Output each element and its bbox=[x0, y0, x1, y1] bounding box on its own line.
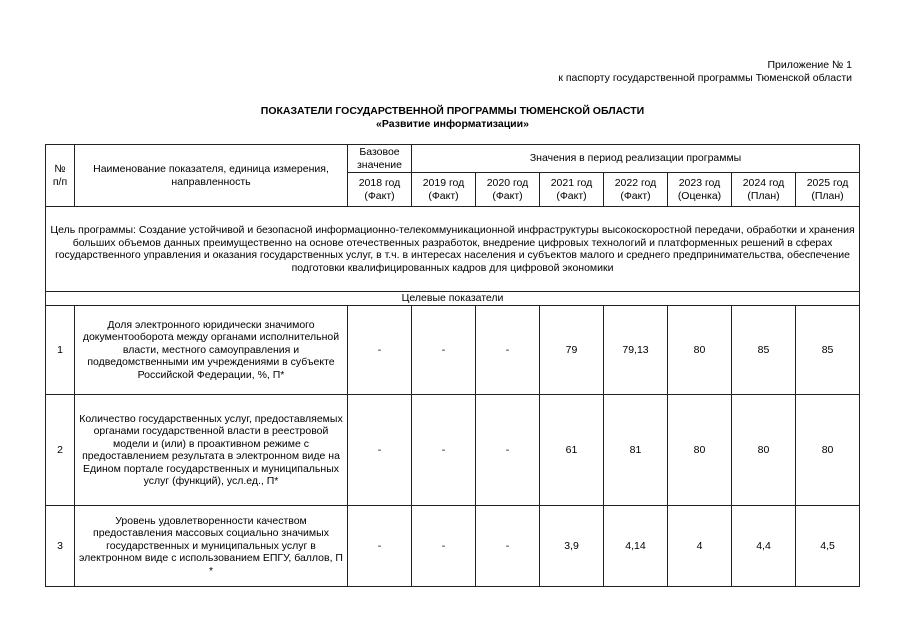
appendix-line-1: Приложение № 1 bbox=[767, 59, 852, 71]
table-row bbox=[46, 506, 860, 587]
value-cell: - bbox=[476, 395, 540, 506]
row-num: 3 bbox=[46, 506, 75, 587]
value-cell: 3,9 bbox=[540, 506, 604, 587]
document-title bbox=[0, 105, 905, 131]
value-cell: - bbox=[412, 306, 476, 395]
header-year: 2025 год (План) bbox=[796, 173, 860, 207]
header-period: Значения в период реализации программы bbox=[412, 145, 860, 173]
value-cell: 4,14 bbox=[604, 506, 668, 587]
header-name: Наименование показателя, единица измерения, направленность bbox=[75, 145, 348, 207]
header-year: 2018 год (Факт) bbox=[348, 173, 412, 207]
header-num: № п/п bbox=[46, 145, 75, 207]
value-cell: - bbox=[412, 395, 476, 506]
indicators-table bbox=[45, 144, 860, 587]
indicator-name: Доля электронного юридически значимого документооборота между органами исполнительной власти, местного самоуправления и подведомственными им учреждениями в субъекте Российской Федерации, %, П* bbox=[75, 306, 348, 395]
appendix-line-2: к паспорту государственной программы Тюменской области bbox=[558, 72, 852, 84]
table-row bbox=[46, 395, 860, 506]
indicator-name: Уровень удовлетворенности качеством предоставления массовых социально значимых государственных и муниципальных услуг в электронном виде с использованием ЕПГУ, баллов, П * bbox=[75, 506, 348, 587]
row-num: 2 bbox=[46, 395, 75, 506]
indicator-name: Количество государственных услуг, предоставляемых органами государственной власти в реестровой модели и (или) в проактивном режиме с предоставлением результата в электронном виде на Едином портале государственных и муниципальных услуг (функций), усл.ед., П* bbox=[75, 395, 348, 506]
section-row bbox=[46, 292, 860, 306]
value-cell: 80 bbox=[732, 395, 796, 506]
header-base: Базовое значение bbox=[348, 145, 412, 173]
header-year: 2023 год (Оценка) bbox=[668, 173, 732, 207]
value-cell: 80 bbox=[668, 306, 732, 395]
title-line-1: ПОКАЗАТЕЛИ ГОСУДАРСТВЕННОЙ ПРОГРАММЫ ТЮМЕНСКОЙ ОБЛАСТИ bbox=[260, 105, 645, 117]
row-num: 1 bbox=[46, 306, 75, 395]
value-cell: 81 bbox=[604, 395, 668, 506]
header-year: 2021 год (Факт) bbox=[540, 173, 604, 207]
value-cell: 79 bbox=[540, 306, 604, 395]
header-year: 2022 год (Факт) bbox=[604, 173, 668, 207]
header-row-1 bbox=[46, 145, 860, 173]
value-cell: 80 bbox=[668, 395, 732, 506]
title-line-2: «Развитие информатизации» bbox=[376, 118, 529, 130]
value-cell: 80 bbox=[796, 395, 860, 506]
value-cell: 85 bbox=[732, 306, 796, 395]
program-goal: Цель программы: Создание устойчивой и безопасной информационно-телекоммуникационной инфраструктуры высокоскоростной передачи, обработки и хранения больших объемов данных преимущественно на основе отечественных разработок, внедрение цифровых технологий и платформенных решений в сферах государственного управления и оказания государственных услуг, в т.ч. в интересах населения и субъектов малого и среднего предпринимательства, обеспечение подготовки квалифицированных кадров для цифровой экономики bbox=[46, 207, 860, 292]
header-year: 2020 год (Факт) bbox=[476, 173, 540, 207]
value-cell: - bbox=[412, 506, 476, 587]
header-year: 2024 год (План) bbox=[732, 173, 796, 207]
goal-row bbox=[46, 207, 860, 292]
value-cell: - bbox=[348, 306, 412, 395]
value-cell: 4,4 bbox=[732, 506, 796, 587]
header-year: 2019 год (Факт) bbox=[412, 173, 476, 207]
value-cell: - bbox=[476, 306, 540, 395]
value-cell: 85 bbox=[796, 306, 860, 395]
value-cell: - bbox=[348, 395, 412, 506]
value-cell: - bbox=[348, 506, 412, 587]
value-cell: 79,13 bbox=[604, 306, 668, 395]
value-cell: 4,5 bbox=[796, 506, 860, 587]
appendix-note bbox=[558, 59, 852, 85]
value-cell: 4 bbox=[668, 506, 732, 587]
value-cell: - bbox=[476, 506, 540, 587]
section-title: Целевые показатели bbox=[46, 292, 860, 306]
value-cell: 61 bbox=[540, 395, 604, 506]
table-row bbox=[46, 306, 860, 395]
